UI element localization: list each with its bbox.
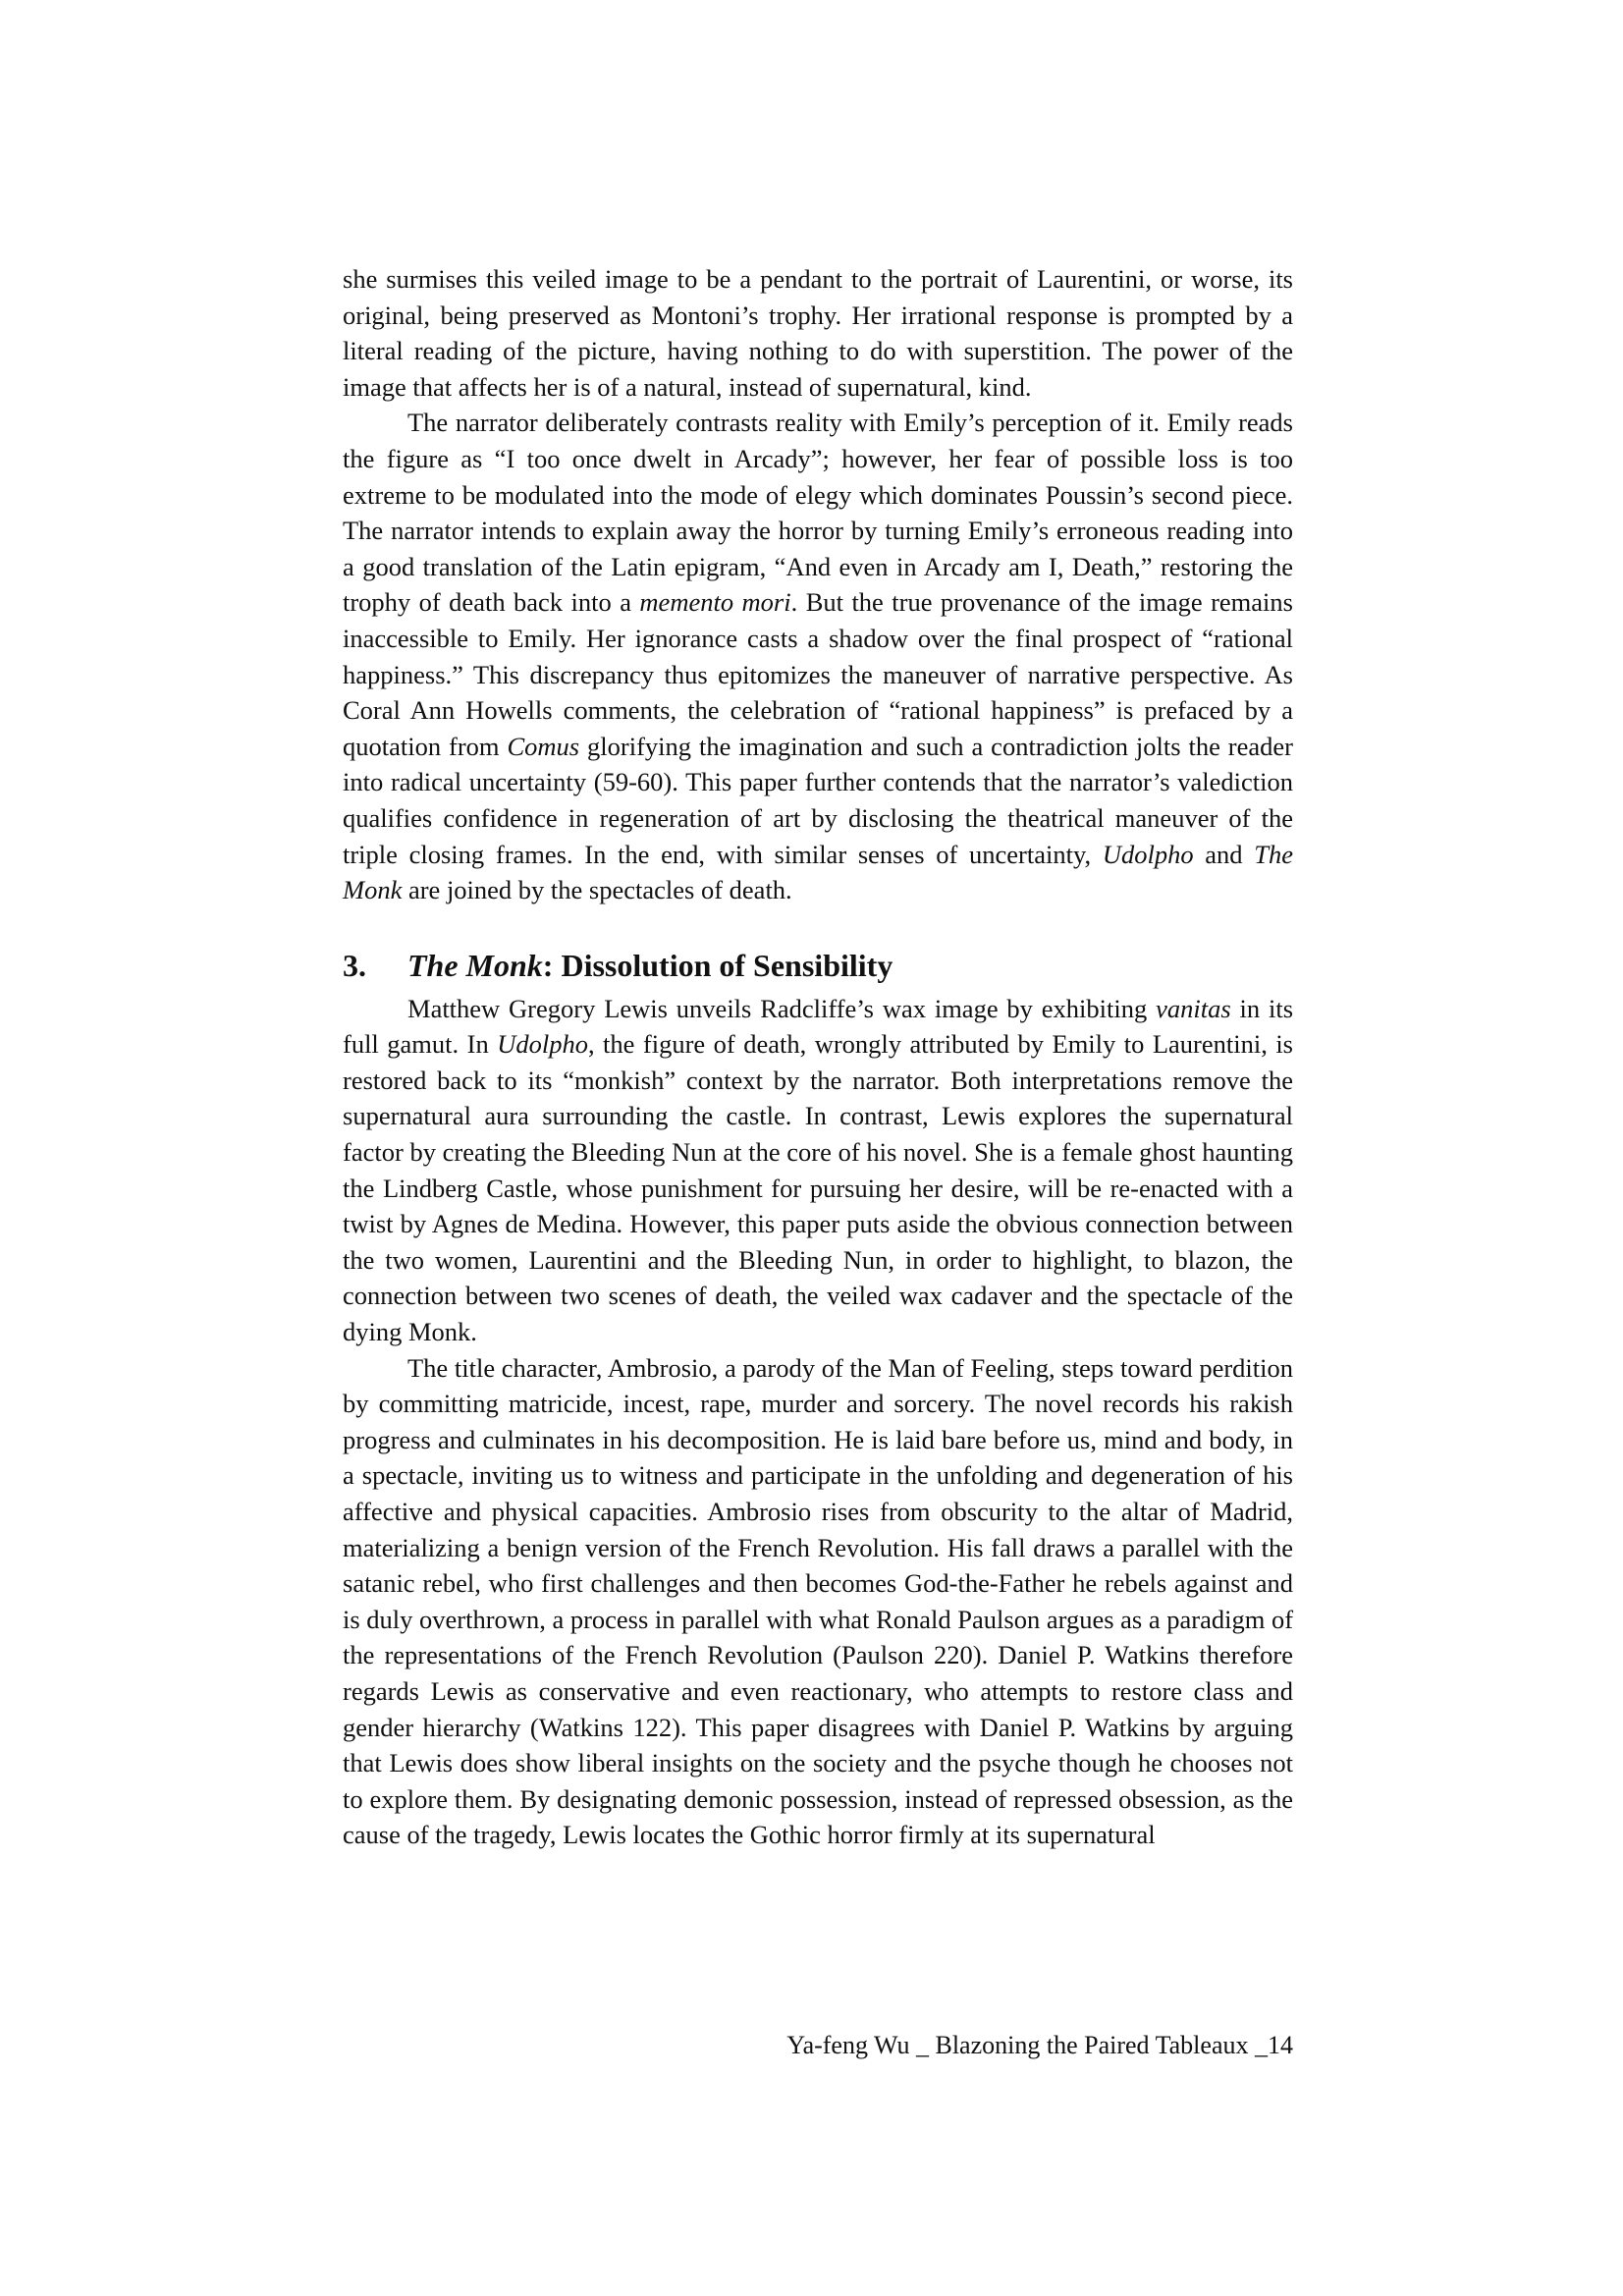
paper-body — [343, 261, 1293, 1853]
italic-udolpho-2: Udolpho — [497, 1029, 588, 1060]
section-title: The Monk: Dissolution of Sensibility — [407, 947, 893, 983]
page-footer: Ya-feng Wu _ Blazoning the Paired Tableaux _14 — [786, 2031, 1293, 2059]
italic-comus: Comus — [507, 731, 580, 761]
paragraph-4: The title character, Ambrosio, a parody of the Man of Feeling, steps toward perdition by committing matricide, incest, rape, murder and sorcery. The novel records his rakish progress and culminates in his decomposition. He is laid bare before us, mind and body, in a spectacle, inviting us to witness and participate in the unfolding and degeneration of his affective and physical capacities. Ambrosio rises from obscurity to the altar of Madrid, materializing a benign version of the French Revolution. His fall draws a parallel with the satanic rebel, who first challenges and then becomes God-the-Father he rebels against and is duly overthrown, a process in parallel with what Ronald Paulson argues as a paradigm of the representations of the French Revolution (Paulson 220). Daniel P. Watkins therefore regards Lewis as conservative and even reactionary, who attempts to restore class and gender hierarchy (Watkins 122). This paper disagrees with Daniel P. Watkins by arguing that Lewis does show liberal insights on the society and the psyche though he chooses not to explore them. By designating demonic possession, instead of repressed obsession, as the cause of the tragedy, Lewis locates the Gothic horror firmly at its supernatural — [343, 1352, 1294, 1850]
section-heading — [343, 946, 1293, 985]
italic-vanitas: vanitas — [1156, 993, 1231, 1023]
paragraph-1: she surmises this veiled image to be a pendant to the portrait of Laurentini, or worse, its original, being preserved as Montoni’s trophy. Her irrational response is prompted by a literal reading of the picture, having nothing to do with superstition. The power of the image that affects her is of a natural, instead of supernatural, kind. — [343, 264, 1293, 402]
italic-memento-mori: memento mori — [639, 587, 791, 618]
italic-udolpho: Udolpho — [1102, 839, 1194, 869]
section-number: 3. — [343, 947, 366, 983]
paragraph-3: Matthew Gregory Lewis unveils Radcliffe’s wax image by exhibiting vanitas in its full gamut. In Udolpho, the figure of death, wrongly attributed by Emily to Laurentini, is restored back to its “monkish” context by the narrator. Both interpretations remove the supernatural aura surrounding the castle. In contrast, Lewis explores the supernatural factor by creating the Bleeding Nun at the core of his novel. She is a female ghost haunting the Lindberg Castle, whose punishment for pursuing her desire, will be re-enacted with a twist by Agnes de Medina. However, this paper puts aside the obvious connection between the two women, Laurentini and the Bleeding Nun, in order to highlight, to blazon, the connection between two scenes of death, the veiled wax cadaver and the spectacle of the dying Monk. — [343, 993, 1294, 1347]
italic-the-monk: The Monk — [343, 839, 1294, 905]
paragraph-2: The narrator deliberately contrasts reality with Emily’s perception of it. Emily reads the figure as “I too once dwelt in Arcady”; however, her fear of possible loss is too extreme to be modulated into the mode of elegy which dominates Poussin’s second piece. The narrator intends to explain away the horror by turning Emily’s erroneous reading into a good translation of the Latin epigram, “And even in Arcady am I, Death,” restoring the trophy of death back into a memento mori. But the true provenance of the image remains inaccessible to Emily. Her ignorance casts a shadow over the final prospect of “rational happiness.” This discrepancy thus epitomizes the maneuver of narrative perspective. As Coral Ann Howells comments, the celebration of “rational happiness” is prefaced by a quotation from Comus glorifying the imagination and such a contradiction jolts the reader into radical uncertainty (59-60). This paper further contends that the narrator’s valediction qualifies confidence in regeneration of art by disclosing the theatrical maneuver of the triple closing frames. In the end, with similar senses of uncertainty, Udolpho and The Monk are joined by the spectacles of death. — [343, 408, 1294, 905]
